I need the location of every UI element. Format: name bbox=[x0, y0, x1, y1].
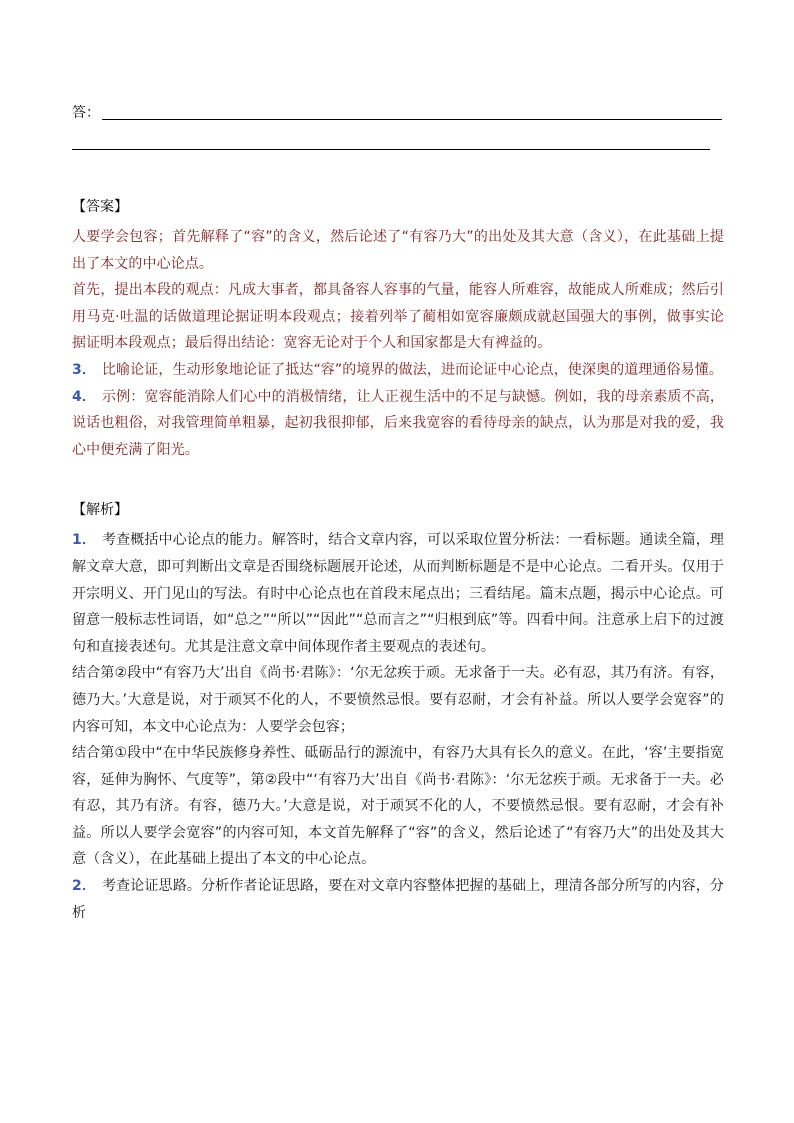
answer-underline bbox=[102, 119, 722, 120]
analysis-item bbox=[72, 527, 724, 660]
answer-line-row bbox=[72, 103, 724, 123]
analysis-section-title: 【解析】 bbox=[72, 502, 128, 519]
answer-item-text: 比喻论证，生动形象地论证了抵达“容”的境界的做法，进而论证中心论点，使深奥的道理通俗易懂。 bbox=[101, 361, 723, 378]
answer-item-number: 4． bbox=[72, 388, 97, 405]
analysis-item bbox=[72, 740, 724, 873]
analysis-item-number: 2． bbox=[72, 878, 97, 895]
analysis-item-text: 结合第②段中“有容乃大’出自《尚书·君陈》：‘尔无忿疾于顽。无求备于一夫。必有忍，其乃有济。有容，德乃大。’大意是说，对于顽冥不化的人，不要愤然忌恨。要有忍耐，才会有补益。所以人要学会宽容”的内容可知，本文中心论点为：人要学会包容； bbox=[72, 665, 724, 735]
answer-item-text: 示例：宽容能消除人们心中的消极情绪，让人正视生活中的不足与缺憾。例如，我的母亲素质不高，说话也粗俗，对我管理简单粗暴，起初我很抑郁，后来我宽容的看待母亲的缺点，认为那是对我的爱，我心中便充满了阳光。 bbox=[72, 388, 724, 458]
analysis-item bbox=[72, 873, 724, 926]
answer-label: 答： bbox=[72, 105, 100, 121]
answer-item bbox=[72, 277, 724, 357]
analysis-item-text: 考查概括中心论点的能力。解答时，结合文章内容，可以采取位置分析法：一看标题。通读全篇，理解文章大意，即可判断出文章是否围绕标题展开论述，从而判断标题是不是中心论点。二看开头。仅用于开宗明义、开门见山的写法。有时中心论点也在首段末尾点出；三看结尾。篇末点题，揭示中心论点。可留意一般标志性词语，如“总之”“所以”“因此”“总而言之”“归根到底”等。四看中间。注意承上启下的过渡句和直接表述句。尤其是注意文章中间体现作者主要观点的表述句。 bbox=[72, 532, 724, 655]
analysis-item-text: 结合第①段中“在中华民族修身养性、砥砺品行的源流中，有容乃大具有长久的意义。在此，‘容’主要指宽容，延伸为胸怀、气度等”，第②段中“‘有容乃大’出自《尚书·君陈》：‘尔无忿疾于顽。无求备于一夫。必有忍，其乃有济。有容，德乃大。’大意是说，对于顽冥不化的人，不要愤然忌恨。要有忍耐，才会有补益。所以人要学会宽容”的内容可知，本文首先解释了“容”的含义，然后论述了“有容乃大”的出处及其大意（含义），在此基础上提出了本文的中心论点。 bbox=[72, 745, 724, 868]
answer-item bbox=[72, 384, 724, 464]
answer-section-title: 【答案】 bbox=[72, 199, 128, 215]
answer-item-text: 首先，提出本段的观点：凡成大事者，都具备容人容事的气量，能容人所难容，故能成人所难成；然后引用马克·吐温的话做道理论据证明本段观点；接着列举了蔺相如宽容廉颇成就赵国强大的事例，做事实论据证明本段观点；最后得出结论：宽容无论对于个人和国家都是大有裨益的。 bbox=[72, 282, 724, 352]
analysis-item bbox=[72, 660, 724, 740]
answer-item bbox=[72, 224, 724, 277]
content bbox=[72, 196, 724, 926]
section-spacer bbox=[72, 463, 724, 499]
analysis-item-number: 1． bbox=[72, 532, 97, 549]
answer-item bbox=[72, 357, 724, 384]
analysis-item-text: 考查论证思路。分析作者论证思路，要在对文章内容整体把握的基础上，理清各部分所写的内容，分析 bbox=[72, 878, 724, 921]
answer-item-text: 人要学会包容；首先解释了“容”的含义，然后论述了“有容乃大”的出处及其大意（含义），在此基础上提出了本文的中心论点。 bbox=[72, 229, 724, 272]
answer-item-number: 3． bbox=[72, 361, 96, 378]
answer-underline-2 bbox=[72, 149, 710, 150]
